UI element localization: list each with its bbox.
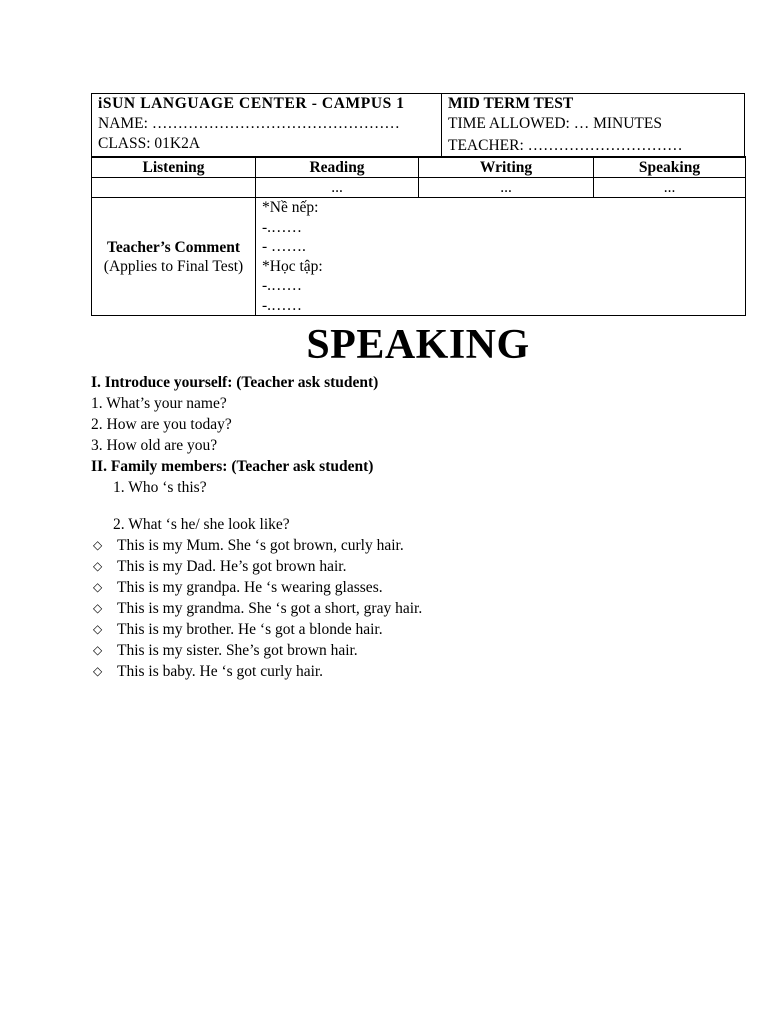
answer-item (91, 577, 745, 598)
diamond-bullet-icon: ◇ (93, 580, 103, 594)
answer-text: This is my grandma. She ‘s got a short, gray hair. (117, 600, 423, 617)
diamond-bullet-icon: ◇ (93, 559, 103, 573)
score-header-row (92, 157, 746, 178)
question-item: 1. What’s your name? (91, 395, 227, 412)
writing-score: ... (419, 178, 594, 198)
reading-score: ... (256, 178, 419, 198)
listening-header: Listening (92, 157, 256, 178)
comment-label-cell (92, 198, 256, 316)
comment-sublabel: (Applies to Final Test) (103, 257, 244, 275)
comment-line: *Học tập: (262, 257, 323, 275)
comment-line: -.…… (262, 277, 303, 294)
school-name: iSUN LANGUAGE CENTER - CAMPUS 1 (98, 95, 405, 112)
header-table (91, 93, 745, 157)
teacher-field: TEACHER: ………………………… (448, 137, 683, 154)
answer-text: This is my grandpa. He ‘s wearing glasses. (117, 579, 383, 596)
speaking-score: ... (594, 178, 746, 198)
answer-item (91, 535, 745, 556)
speaking-header: Speaking (594, 157, 746, 178)
section-1-heading: I. Introduce yourself: (Teacher ask student) (91, 374, 379, 391)
diamond-bullet-icon: ◇ (93, 643, 103, 657)
diamond-bullet-icon: ◇ (93, 622, 103, 636)
writing-header: Writing (419, 157, 594, 178)
student-name-field: NAME: ………………………………………… (98, 115, 400, 132)
comment-line: - ……. (262, 238, 306, 255)
answer-item (91, 661, 745, 682)
comment-line: -.…… (262, 296, 303, 314)
listening-score (92, 178, 256, 198)
answer-text: This is my brother. He ‘s got a blonde hair. (117, 621, 383, 638)
reading-header: Reading (256, 157, 419, 178)
answer-text: This is my Dad. He’s got brown hair. (117, 558, 347, 575)
comment-row (92, 198, 746, 316)
score-value-row (92, 178, 746, 198)
comment-body (256, 198, 746, 316)
diamond-bullet-icon: ◇ (93, 601, 103, 615)
class-field: CLASS: 01K2A (98, 135, 201, 152)
question-item: 3. How old are you? (91, 437, 218, 454)
test-sheet (91, 93, 745, 682)
page-title: SPEAKING (306, 322, 530, 368)
question-item: 2. What ‘s he/ she look like? (113, 516, 290, 533)
answer-item (91, 556, 745, 577)
time-allowed-field: TIME ALLOWED: … MINUTES (448, 115, 662, 132)
diamond-bullet-icon: ◇ (93, 664, 103, 678)
header-left-cell (92, 94, 442, 157)
comment-label: Teacher’s Comment (106, 238, 240, 256)
answer-text: This is my sister. She’s got brown hair. (117, 642, 358, 659)
header-right-cell (442, 94, 745, 157)
answer-item (91, 598, 745, 619)
diamond-bullet-icon: ◇ (93, 538, 103, 552)
question-item: 2. How are you today? (91, 416, 232, 433)
answer-item (91, 619, 745, 640)
comment-line: *Nề nếp: (262, 199, 319, 216)
question-item: 1. Who ‘s this? (113, 479, 207, 496)
answer-item (91, 640, 745, 661)
test-title: MID TERM TEST (448, 95, 574, 112)
score-table (91, 156, 746, 316)
section-2-heading: II. Family members: (Teacher ask student) (91, 458, 374, 475)
answer-text: This is baby. He ‘s got curly hair. (117, 663, 324, 680)
answer-text: This is my Mum. She ‘s got brown, curly hair. (117, 537, 404, 554)
comment-line: -.…… (262, 218, 303, 236)
